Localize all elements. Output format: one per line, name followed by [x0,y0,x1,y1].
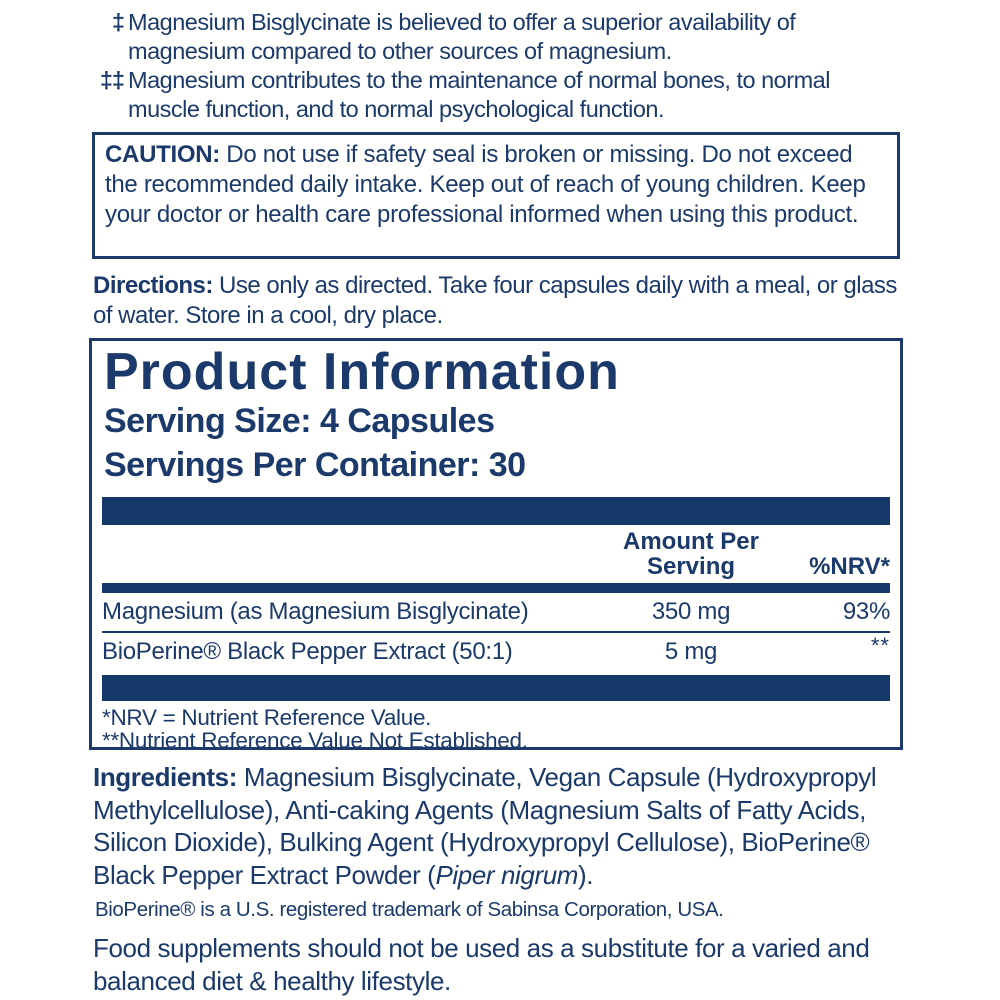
ingredients-section [93,761,911,891]
dagger-symbol: ‡ [111,9,124,35]
nutrient-nrv: 93% [842,598,890,625]
table-row-bioperine [102,633,890,671]
product-information-panel [89,338,903,750]
ingredients-text: Magnesium Bisglycinate, Vegan Capsule (Hydroxypropyl Methylcellulose), Anti-caking Agents (Magnesium Salts of Fatty Acids, Silicon Dioxide), Bulking Agent (Hydroxypropyl Cellulose), BioPerine® Black Pepper Extract Powder ( [93,762,877,890]
directions-section [93,271,909,331]
footnote-magnesium-contribution [96,66,896,124]
table-bottom-bar [102,675,890,701]
table-footnotes [102,706,890,750]
directions-paragraph [93,271,909,331]
caution-lead: CAUTION: [105,141,220,168]
ingredients-text-end: ). [578,859,594,890]
benefit-footnotes [96,8,896,124]
food-supplement-disclaimer: Food supplements should not be used as a substitute for a varied and balanced diet & healthy lifestyle. [93,933,870,996]
servings-per-container: Servings Per Container: 30 [104,446,526,484]
directions-lead: Directions: [93,272,213,299]
table-header-rule [102,583,890,593]
double-dagger-symbol: ‡‡ [99,67,124,93]
ingredients-lead: Ingredients: [93,762,237,792]
ingredients-paragraph [93,761,911,891]
serving-size: Serving Size: 4 Capsules [104,402,495,440]
caution-box [92,132,900,259]
nutrient-nrv: ** [870,633,890,658]
nutrient-name: BioPerine® Black Pepper Extract (50:1) [102,638,513,665]
nutrient-name: Magnesium (as Magnesium Bisglycinate) [102,598,529,625]
nrv-not-established: **Nutrient Reference Value Not Established. [102,728,528,750]
directions-text: Use only as directed. Take four capsules daily with a meal, or glass of water. Store in a cool, dry place. [93,272,897,329]
nrv-header: %NRV* [809,553,890,580]
nutrient-amount: 350 mg [651,598,731,625]
nutrient-amount: 5 mg [664,638,718,665]
caution-text: Do not use if safety seal is broken or missing. Do not exceed the recommended daily intake. Keep out of reach of young children. Keep your doctor or health care professional informed when using this product. [105,141,866,228]
amount-per-serving-header: Amount Per Serving [622,528,759,580]
caution-paragraph [105,140,887,230]
footnote-text: Magnesium contributes to the maintenance of normal bones, to normal muscle function, and to normal psychological function. [128,67,830,122]
table-top-bar [102,497,890,525]
product-information-title: Product Information [104,343,620,401]
nrv-definition: *NRV = Nutrient Reference Value. [102,705,432,730]
latin-name: Piper nigrum [435,859,579,890]
table-row-magnesium [102,593,890,631]
table-header-row [102,525,890,583]
bioperine-trademark-note: BioPerine® is a U.S. registered trademark of Sabinsa Corporation, USA. [95,898,724,921]
footnote-bisglycinate-availability [96,8,896,66]
footnote-text: Magnesium Bisglycinate is believed to offer a superior availability of magnesium compared to other sources of magnesium. [128,9,796,64]
